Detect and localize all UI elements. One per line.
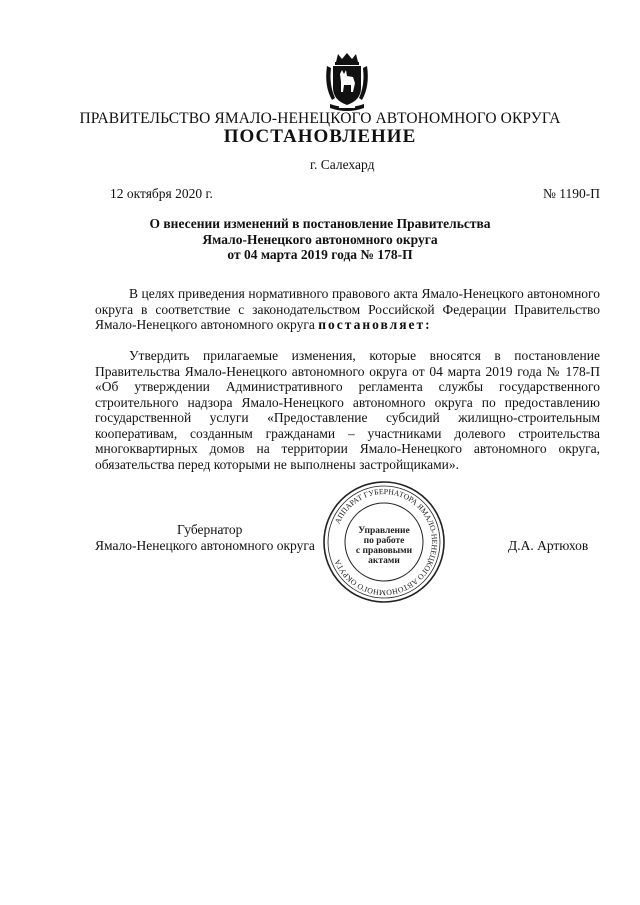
city: г. Салехард	[310, 157, 375, 172]
decree-word: постановляет:	[318, 317, 432, 332]
document-type-title: ПОСТАНОВЛЕНИЕ	[223, 126, 417, 147]
official-stamp	[322, 480, 446, 604]
subject-line: Ямало-Ненецкого автономного округа	[202, 231, 438, 247]
document-number: № 1190-П	[543, 186, 600, 201]
stamp-line: по работе	[363, 536, 405, 546]
preamble-text: В целях приведения нормативного правового акта Ямало-Ненецкого автономного округа в соответствие с законодательством Российской Федерации Правительство Ямало-Ненецкого автономного округа	[95, 286, 600, 332]
stamp-line: с правовыми	[355, 546, 413, 556]
document-subject	[0, 216, 640, 263]
signatory-region: Ямало-Ненецкого автономного округа	[95, 538, 315, 553]
stamp-ring-text: АППАРАТ ГУБЕРНАТОРА ЯМАЛО-НЕНЕЦКОГО АВТОНОМНОГО ОКРУГА	[332, 486, 440, 598]
coat-of-arms-icon	[322, 52, 372, 114]
subject-line: О внесении изменений в постановление Правительства	[149, 216, 491, 231]
government-name: ПРАВИТЕЛЬСТВО ЯМАЛО-НЕНЕЦКОГО АВТОНОМНОГО ОКРУГА	[79, 110, 561, 127]
operative-text: Утвердить прилагаемые изменения, которые вносятся в постановление Правительства Ямало-Ненецкого автономного округа от 04 марта 2019 года № 178-П «Об утверждении Административного регламента службы государственного строительного надзора Ямало-Ненецкого автономного округа по предоставлению государственной услуги «Предоставление субсидий жилищно-строительным кооперативам, созданным гражданами – участниками долевого строительства многоквартирных домов на территории Ямало-Ненецкого автономного округа, обязательства перед которыми не выполнены застройщиками».	[95, 348, 600, 472]
signatory-title: Губернатор	[177, 522, 243, 537]
operative-paragraph	[95, 348, 600, 472]
stamp-line: актами	[368, 556, 400, 566]
signatory-name: Д.А. Артюхов	[508, 538, 589, 553]
preamble-paragraph	[95, 286, 600, 333]
subject-line: от 04 марта 2019 года № 178-П	[227, 247, 413, 262]
stamp-line: Управление	[358, 526, 410, 536]
document-date: 12 октября 2020 г.	[110, 186, 213, 201]
